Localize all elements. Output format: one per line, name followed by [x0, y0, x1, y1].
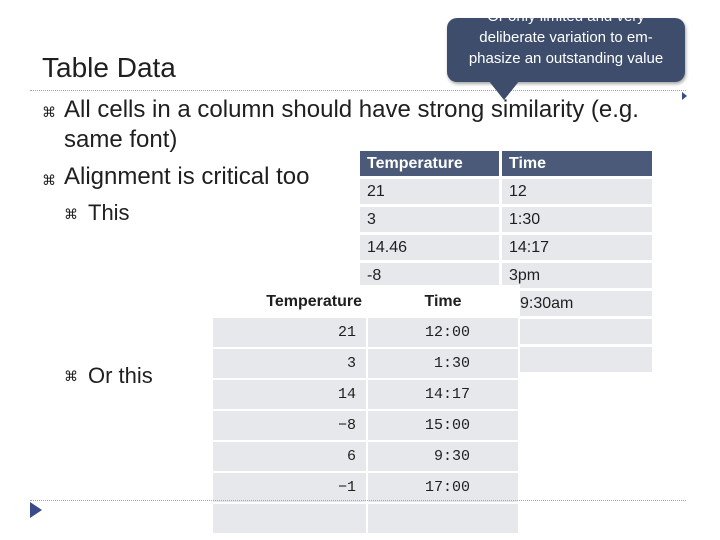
aligned-table [211, 285, 520, 535]
bullet-icon: ⌘ [42, 172, 56, 188]
table-cell: 3 [213, 349, 366, 378]
table-cell [368, 504, 518, 533]
callout-text: Or only limited and very deliberate variation to em-phasize an outstanding value [468, 8, 664, 67]
table-header: Temperature [213, 287, 366, 316]
sub-bullet-icon: ⌘ [64, 206, 78, 222]
table-row [360, 207, 652, 232]
sub-bullet-this: This [88, 200, 130, 225]
table-header: Time [502, 151, 652, 176]
table-row [360, 235, 652, 260]
table-cell: 21 [360, 179, 499, 204]
table-cell: 6 [213, 442, 366, 471]
table-row [213, 504, 518, 533]
table-cell: 17:00 [368, 473, 518, 502]
sub-bullet-icon: ⌘ [64, 368, 78, 384]
table-row [213, 380, 518, 409]
title-divider [30, 90, 686, 91]
callout-pointer [488, 80, 520, 100]
table-cell: 14.46 [360, 235, 499, 260]
table-cell: -8 [360, 263, 499, 288]
sub-bullet-or-this: Or this [88, 363, 153, 388]
table-cell [502, 347, 652, 372]
bullet-strong-similarity: All cells in a column should have strong similarity (e.g. same font) [64, 96, 639, 153]
table-cell: 12 [502, 179, 652, 204]
table-header: Time [368, 287, 518, 316]
table-row [213, 349, 518, 378]
table-row [213, 318, 518, 347]
table-cell: −8 [213, 411, 366, 440]
table-header: Temperature [360, 151, 499, 176]
table-cell: 3 [360, 207, 499, 232]
table-row [213, 411, 518, 440]
bullet-alignment: Alignment is critical too [64, 163, 310, 190]
right-marker [682, 92, 687, 100]
page-title: Table Data [42, 52, 176, 83]
slide-marker-icon [30, 502, 42, 518]
callout-box [447, 8, 685, 82]
table-cell: 1:30 [502, 207, 652, 232]
table-cell: 14:17 [502, 235, 652, 260]
table-cell: 14 [213, 380, 366, 409]
table-cell [213, 504, 366, 533]
footer-divider [30, 500, 686, 501]
table-row [213, 442, 518, 471]
table-cell: 9:30am [502, 291, 652, 316]
table-cell: 12:00 [368, 318, 518, 347]
table-row [360, 179, 652, 204]
table-cell: 15:00 [368, 411, 518, 440]
bullet-icon: ⌘ [42, 104, 56, 120]
table-cell: 21 [213, 318, 366, 347]
table-cell: −1 [213, 473, 366, 502]
table-row [213, 473, 518, 502]
table-cell [502, 319, 652, 344]
table-cell: 3pm [502, 263, 652, 288]
table-cell: 1:30 [368, 349, 518, 378]
table-cell: 9:30 [368, 442, 518, 471]
table-cell: 14:17 [368, 380, 518, 409]
